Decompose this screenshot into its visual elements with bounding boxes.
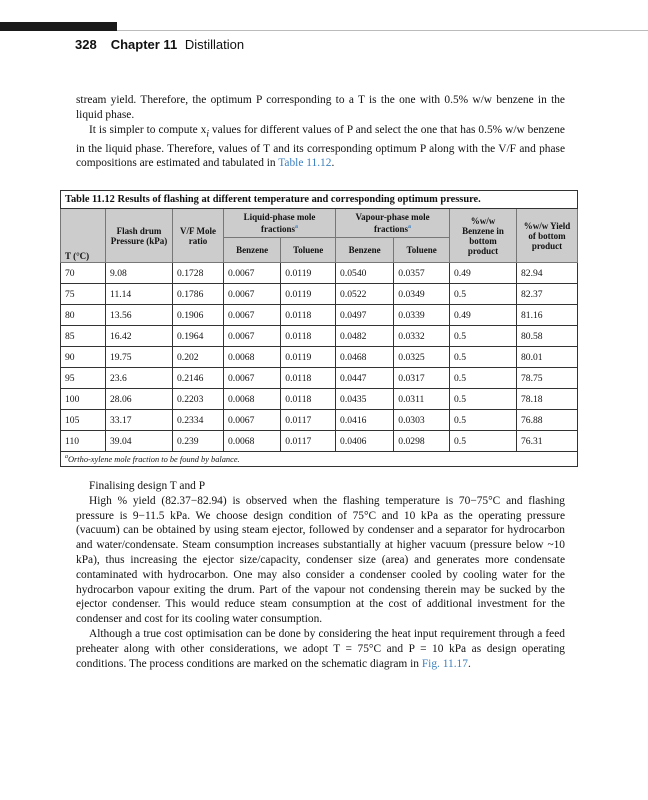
table-cell: 0.0118 [281,368,336,389]
table-cell: 0.0118 [281,326,336,347]
table-cell: 70 [61,263,106,284]
table-cell: 0.0117 [281,431,336,452]
table-row [61,389,578,410]
table-cell: 0.0317 [394,368,450,389]
text: . [331,157,335,170]
table-row [61,431,578,452]
paragraph: stream yield. Therefore, the optimum P corresponding to a T is the one with 0.5% w/w benzene in the liquid phase. [76,94,565,121]
table-row [61,284,578,305]
table-cell: 0.0406 [336,431,394,452]
table-cell: 0.5 [450,389,517,410]
table-cell: 0.0303 [394,410,450,431]
text: values for different values of P and select the one that has 0.5% w/w benzene in the liquid phase. Therefore, values of T and its corresponding optimum P along with the V/F and phase compositions are estimated and tabulated in [76,123,565,170]
table-cell: 0.0067 [224,368,281,389]
table-cell: 110 [61,431,106,452]
table-cell: 0.5 [450,431,517,452]
col-liquid: Liquid-phase mole fractions$^a$ [224,209,336,238]
table-cell: 80.58 [517,326,578,347]
table-cell: 78.18 [517,389,578,410]
table-cell: 0.0540 [336,263,394,284]
col-vapour-toluene: Toluene [394,238,450,263]
table-cell: 81.16 [517,305,578,326]
table-cell: 80.01 [517,347,578,368]
table-cell: 0.0522 [336,284,394,305]
table-row [61,263,578,284]
table-cell: 0.0117 [281,410,336,431]
table-cell: 0.49 [450,263,517,284]
table-cell: 0.0067 [224,305,281,326]
table-cell: 0.1906 [173,305,224,326]
text: It is simpler to compute x [89,123,207,136]
table-cell: 0.0298 [394,431,450,452]
table-row [61,347,578,368]
col-vapour: Vapour-phase mole fractions$^a$ [336,209,450,238]
col-vapour-benzene: Benzene [336,238,394,263]
table-cell: 0.0325 [394,347,450,368]
table-link[interactable]: Table 11.12 [278,157,332,170]
col-benzene-pct: %w/w Benzene in bottom product [450,209,517,263]
subscript: i [206,128,209,139]
table-cell: 11.14 [106,284,173,305]
paragraph: High % yield (82.37−82.94) is observed when the flashing temperature is 70−75°C and flashing pressure is 9−11.5 kPa. We choose design condition of 75°C and 10 kPa as the operating pressure (vacuum) can be obtained by using steam ejector, followed by condenser and a separator for hydrocarbon and water/condensate. Steam consumption increases substantially at higher vacuum (pressure below ~10 kPa), thus increasing the ejector size/capacity, condenser size (area) and generates more condensate contaminated with hydrocarbon. One may also consider a condenser cooled by cooling water for the hydrocarbon vapour exiting the drum. Part of the vapour not condensing therein may be sucked by the ejector condenser. This would reduce steam consumption at the cost of additional investment for the condenser and cost for its cooling water consumption. [76,494,565,626]
table-cell: 78.75 [517,368,578,389]
running-header [75,37,244,52]
paragraph [76,123,565,172]
table-cell: 95 [61,368,106,389]
table-cell: 0.0119 [281,347,336,368]
table-cell: 0.0416 [336,410,394,431]
table-cell: 23.6 [106,368,173,389]
table-cell: 0.0119 [281,263,336,284]
col-pressure: Flash drum Pressure (kPa) [106,209,173,263]
col-liquid-benzene: Benzene [224,238,281,263]
table-cell: 85 [61,326,106,347]
table-cell: 0.0468 [336,347,394,368]
chapter-label: Chapter 11 [110,37,178,52]
table-cell: 0.0068 [224,389,281,410]
header-bar [0,22,117,31]
paragraph [76,627,565,671]
table-cell: 0.0435 [336,389,394,410]
col-vf: V/F Mole ratio [173,209,224,263]
table-cell: 0.0311 [394,389,450,410]
table-cell: 0.0067 [224,326,281,347]
text: . [467,657,471,670]
table-row [61,368,578,389]
table-cell: 39.04 [106,431,173,452]
table-cell: 0.5 [450,410,517,431]
table-cell: 0.2203 [173,389,224,410]
table-row [61,410,578,431]
table-cell: 76.31 [517,431,578,452]
table-cell: 90 [61,347,106,368]
table-cell: 0.0068 [224,431,281,452]
table-cell: 0.5 [450,347,517,368]
table-cell: 0.0067 [224,263,281,284]
table-footnote: $^a$Ortho-xylene mole fraction to be found by balance. [61,452,578,467]
table-cell: 16.42 [106,326,173,347]
table-cell: 0.0332 [394,326,450,347]
table-cell: 0.0447 [336,368,394,389]
table-cell: 0.0349 [394,284,450,305]
table-cell: 76.88 [517,410,578,431]
table-cell: 100 [61,389,106,410]
design-text [76,479,565,671]
table-cell: 33.17 [106,410,173,431]
results-table [60,190,578,467]
table-cell: 0.0497 [336,305,394,326]
table-cell: 0.0068 [224,347,281,368]
table-cell: 0.5 [450,326,517,347]
table-cell: 0.2334 [173,410,224,431]
table-cell: 0.239 [173,431,224,452]
chapter-title: Distillation [184,37,245,52]
page-number: 328 [75,37,97,52]
table-cell: 0.0482 [336,326,394,347]
table-cell: 0.5 [450,368,517,389]
table-row [61,326,578,347]
table-cell: 75 [61,284,106,305]
table-cell: 9.08 [106,263,173,284]
table-title: Table 11.12 Results of flashing at different temperature and corresponding optimum pressure. [61,191,578,209]
table-cell: 0.0119 [281,284,336,305]
table-cell: 0.0067 [224,284,281,305]
col-t: T (°C) [61,209,106,263]
table-cell: 82.94 [517,263,578,284]
table-cell: 0.1786 [173,284,224,305]
header-rule [117,30,648,31]
table-cell: 19.75 [106,347,173,368]
col-liquid-toluene: Toluene [281,238,336,263]
table-cell: 0.2146 [173,368,224,389]
table-cell: 0.0118 [281,389,336,410]
table-row [61,305,578,326]
table-cell: 0.0118 [281,305,336,326]
table-cell: 105 [61,410,106,431]
table-cell: 0.0067 [224,410,281,431]
table-cell: 0.1728 [173,263,224,284]
table-cell: 0.49 [450,305,517,326]
table-cell: 28.06 [106,389,173,410]
table-cell: 80 [61,305,106,326]
table-cell: 82.37 [517,284,578,305]
section-heading: Finalising design T and P [89,480,206,492]
col-yield: %w/w Yield of bottom product [517,209,578,263]
table-cell: 0.0357 [394,263,450,284]
text: Although a true cost optimisation can be done by considering the heat input requirement through a feed preheater along with other considerations, we adopt T = 75°C and P = 10 kPa as design operating conditions. The process conditions are marked on the schematic diagram in [76,627,565,670]
figure-link[interactable]: Fig. 11.17 [421,657,468,670]
table-cell: 0.5 [450,284,517,305]
table-cell: 13.56 [106,305,173,326]
table-cell: 0.202 [173,347,224,368]
intro-text [76,93,565,171]
table-cell: 0.1964 [173,326,224,347]
table-cell: 0.0339 [394,305,450,326]
